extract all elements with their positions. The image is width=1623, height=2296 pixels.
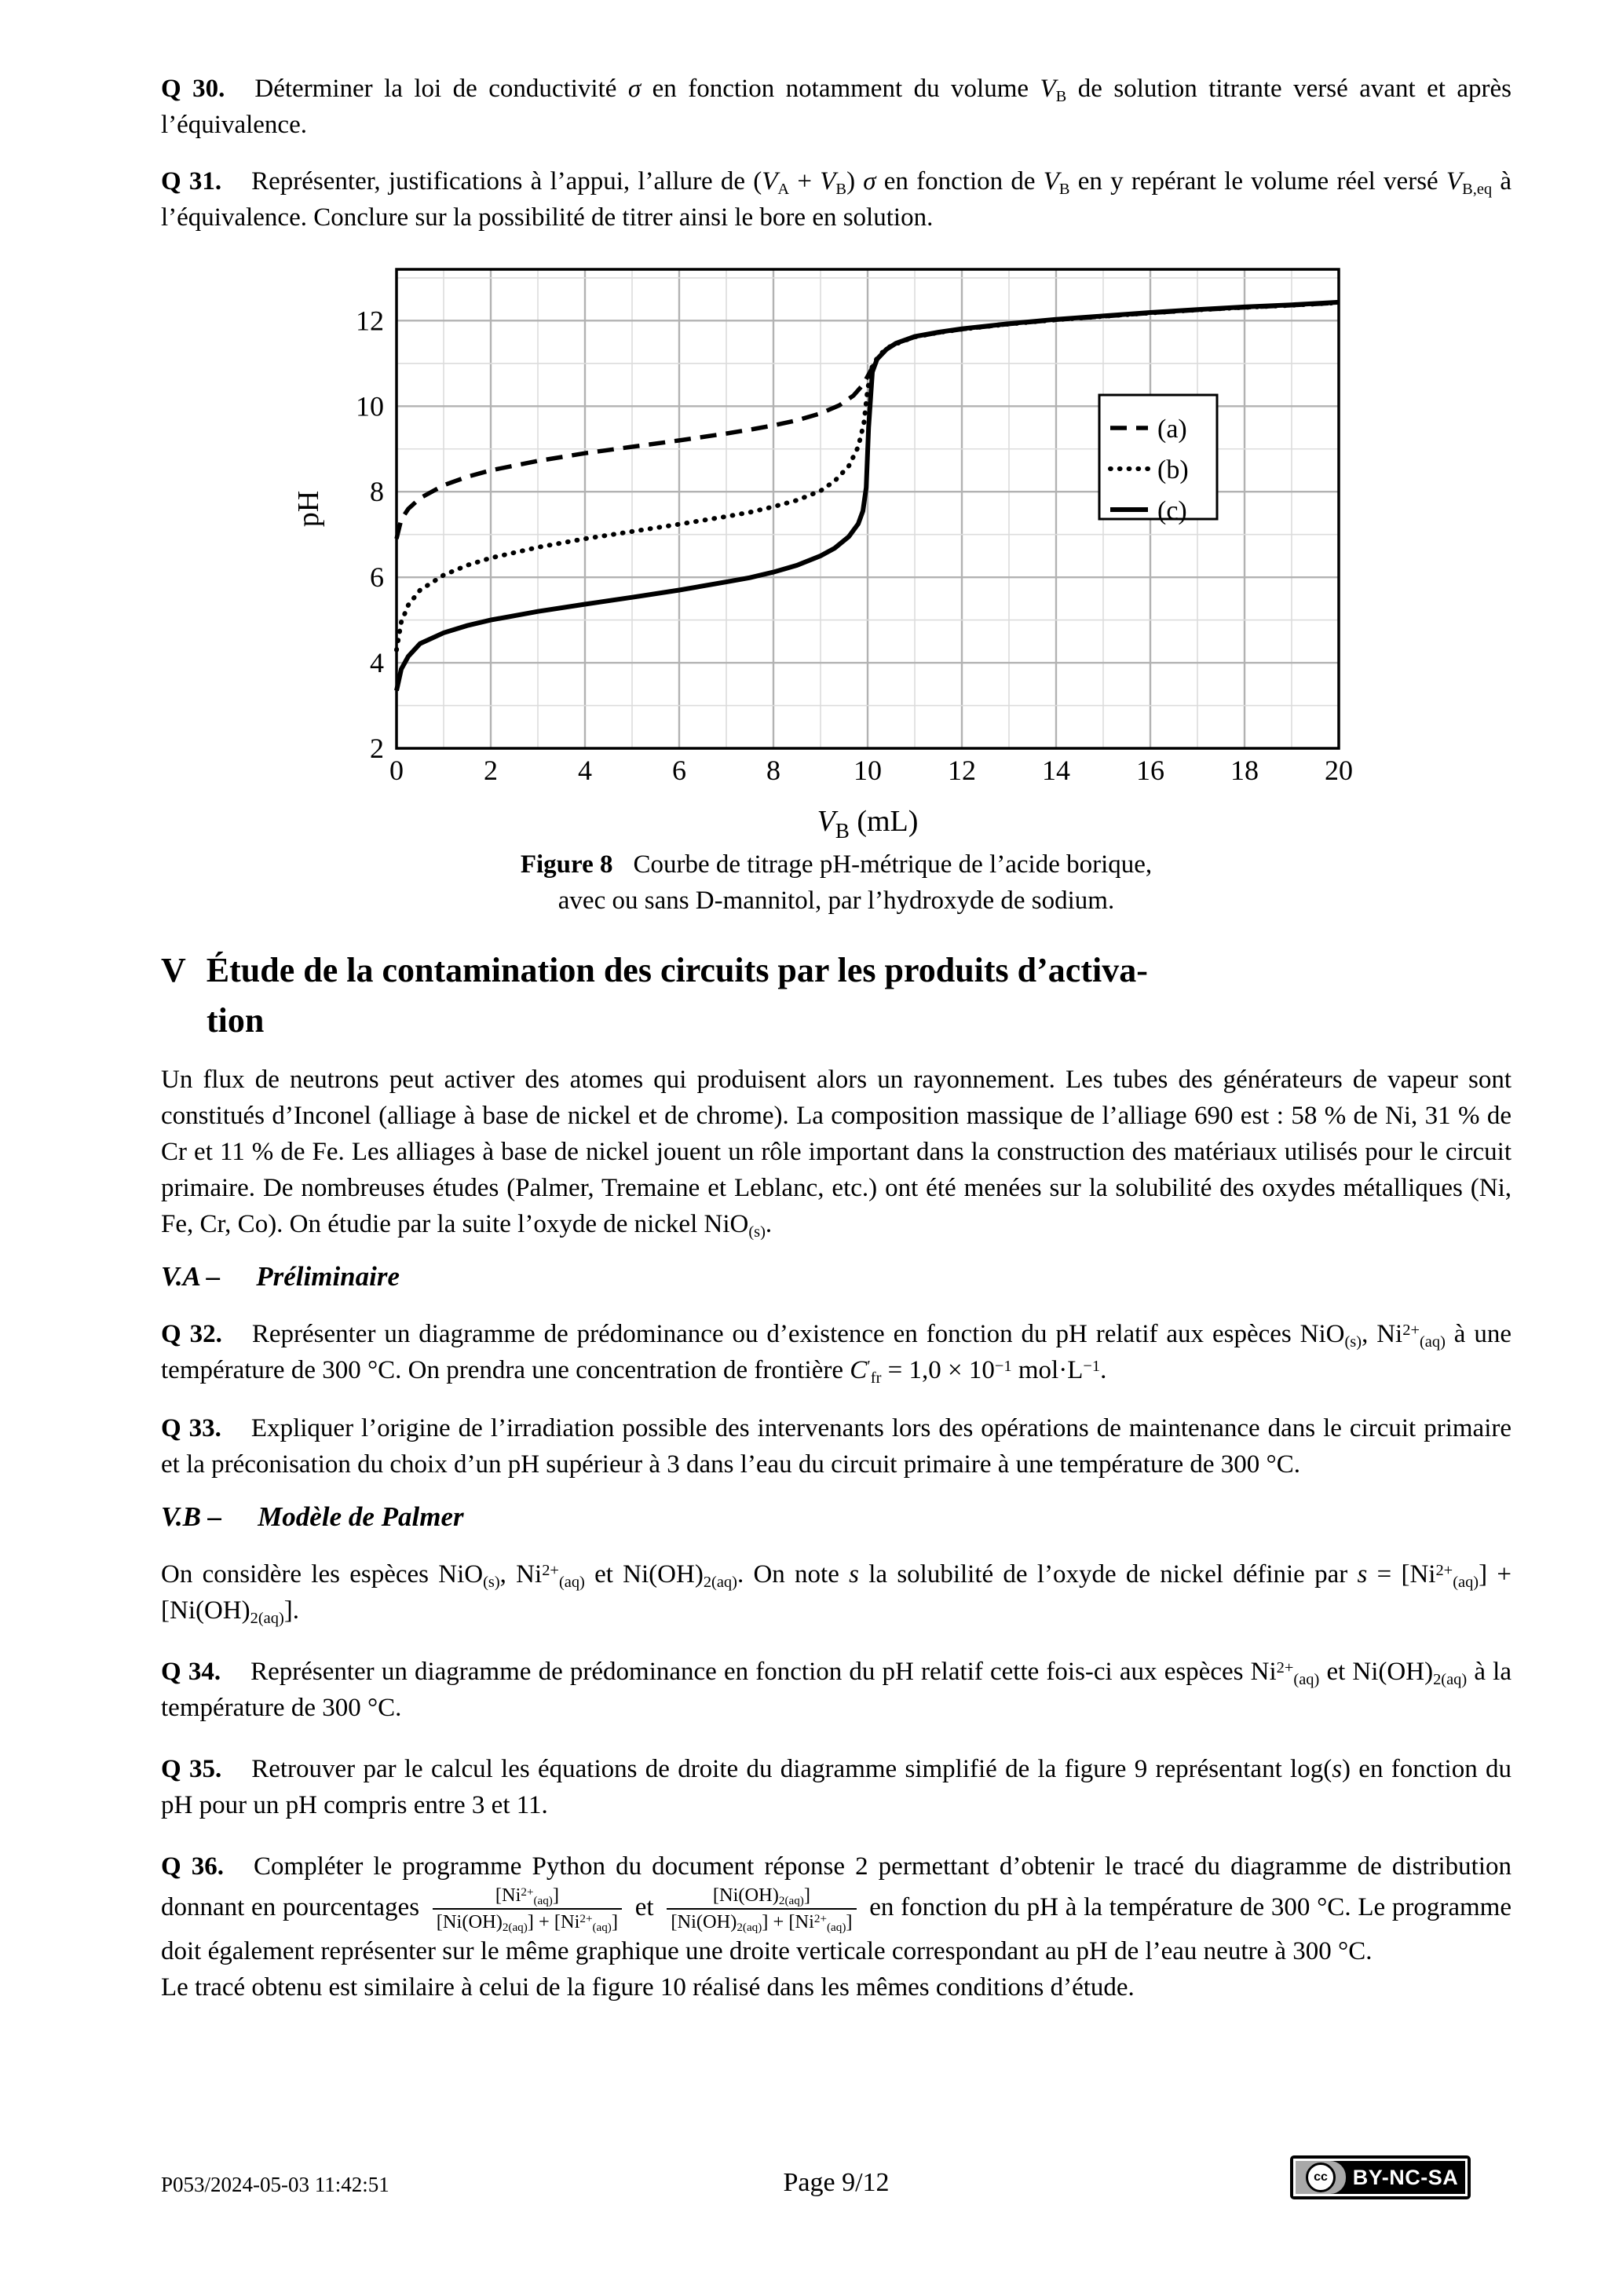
svg-text:14: 14: [1042, 755, 1070, 786]
question-32-text: Représenter un diagramme de prédominance ou d’existence en fonction du pH relatif aux espèces NiO$_{(s)}$, $Ni^{2+}_{(aq)}$ à une température de 300 °C. On prendra une concentration de frontière $C'_{fr} = 1,0 \times 10^{-1}$ $mol\cdot L^{-1}$.: [161, 1320, 1512, 1387]
svg-text:6: 6: [370, 561, 384, 594]
subsection-va-heading: [161, 1261, 1512, 1292]
svg-text:12: 12: [356, 305, 384, 337]
question-35-text: Retrouver par le calcul les équations de droite du diagramme simplifié de la figure 9 représentant log(s) en fonction du pH pour un pH compris entre 3 et 11.: [161, 1755, 1512, 1819]
question-33-text: Expliquer l’origine de l’irradiation possible des intervenants lors des opérations de maintenance dans le circuit primaire et la préconisation du choix d’un pH supérieur à 3 dans l’eau du circuit primaire à une température de 300 °C.: [161, 1414, 1512, 1479]
svg-text:4: 4: [578, 755, 592, 786]
figure-8: [263, 250, 1409, 919]
svg-text:2: 2: [370, 733, 384, 764]
svg-text:8: 8: [370, 476, 384, 508]
page-footer: [161, 2155, 1512, 2210]
palmer-paragraph: On considère les espèces NiO$_{(s)}$, $Ni^{2+}_{(aq)}$ et $Ni(OH)_{2(aq)}$. On note s la solubilité de l’oxyde de nickel définie par $s = [Ni^{2+}_{(aq)}] + [Ni(OH)_{2(aq)}]$.: [161, 1560, 1512, 1627]
question-31-text: Représenter, justifications à l’appui, l’allure de $(V_A + V_B)$ σ en fonction de $V_B$ en y repérant le volume réel versé $V_{B,eq}$ à l’équivalence. Conclure sur la possibilité de titrer ainsi le bore en solution.: [161, 167, 1512, 232]
question-32-label: Q 32.: [161, 1320, 222, 1348]
question-34-text: Représenter un diagramme de prédominance en fonction du pH relatif cette fois-ci aux espèces $Ni^{2+}_{(aq)}$ et $Ni(OH)_{2(aq)}$ à la température de 300 °C.: [161, 1658, 1512, 1722]
section-5-heading: [161, 945, 1512, 1046]
question-31: [161, 163, 1512, 236]
figure-8-caption-label: Figure 8: [520, 850, 613, 879]
question-30-label: Q 30.: [161, 75, 225, 103]
titration-chart-svg: [279, 250, 1394, 839]
question-35: [161, 1751, 1512, 1823]
question-36: [161, 1848, 1512, 1969]
section-5-title-line1: Étude de la contamination des circuits par les produits d’activa-: [206, 951, 1148, 989]
footer-page-number: Page 9/12: [783, 2168, 890, 2197]
section-5-title-line2: tion: [207, 1001, 265, 1040]
question-35-label: Q 35.: [161, 1755, 222, 1783]
question-33-label: Q 33.: [161, 1414, 221, 1442]
cc-logo: [1296, 2161, 1346, 2194]
intro-paragraph: Un flux de neutrons peut activer des atomes qui produisent alors un rayonnement. Les tubes des générateurs de vapeur sont constitués d’Inconel (alliage à base de nickel et de chrome). La composition massique de l’alliage 690 est : 58 % de Ni, 31 % de Cr et 11 % de Fe. Les alliages à base de nickel jouent un rôle important dans la construction des matériaux utilisés pour le circuit primaire. De nombreuses études (Palmer, Tremaine et Leblanc, etc.) ont été menées sur la solubilité des oxydes métalliques (Ni, Fe, Cr, Co). On étudie par la suite l’oxyde de nickel NiO$_{(s)}$.: [161, 1066, 1512, 1241]
question-32: [161, 1316, 1512, 1388]
subsection-va-title: Préliminaire: [256, 1261, 400, 1292]
figure-8-caption-line1: Courbe de titrage pH-métrique de l’acide borique,: [633, 850, 1153, 879]
svg-text:16: 16: [1136, 755, 1164, 786]
svg-text:10: 10: [356, 390, 384, 422]
svg-text:2: 2: [484, 755, 498, 786]
svg-text:20: 20: [1325, 755, 1353, 786]
svg-text:0: 0: [389, 755, 404, 786]
question-31-label: Q 31.: [161, 167, 222, 196]
subsection-vb-title: Modèle de Palmer: [258, 1501, 464, 1532]
svg-text:6: 6: [672, 755, 686, 786]
svg-text:8: 8: [766, 755, 780, 786]
svg-text:(b): (b): [1157, 455, 1189, 484]
license-badge: [1290, 2155, 1471, 2199]
question-34: [161, 1654, 1512, 1726]
figure-8-caption-line2: avec ou sans D-mannitol, par l’hydroxyde de sodium.: [557, 887, 1115, 915]
question-30: [161, 71, 1512, 143]
question-36-text: Compléter le programme Python du document réponse 2 permettant d’obtenir le tracé du diagramme de distribution donnant en pourcentages $\frac{[Ni^{2+}_{(aq)}]}{[Ni(OH)_{2(aq)}] + [Ni^{2+}_{(aq)}]}$ et $\frac{[Ni(OH)_{2(aq)}]}{[Ni(OH)_{2(aq)}] + [Ni^{2+}_{(aq)}]}$ en fonction du pH à la température de 300 °C. Le programme doit également représenter sur le même graphique une droite verticale correspondant au pH de l’eau neutre à 300 °C.: [161, 1852, 1512, 1966]
svg-text:12: 12: [948, 755, 976, 786]
svg-text:(a): (a): [1157, 415, 1187, 444]
footer-document-id: P053/2024-05-03 11:42:51: [161, 2173, 389, 2196]
subsection-vb-number: V.B –: [161, 1501, 222, 1532]
figure-8-caption: [263, 846, 1409, 919]
svg-text:4: 4: [370, 647, 384, 679]
svg-text:(c): (c): [1157, 496, 1187, 525]
question-36-label: Q 36.: [161, 1852, 225, 1881]
subsection-vb-heading: [161, 1501, 1512, 1533]
closing-paragraph: Le tracé obtenu est similaire à celui de la figure 10 réalisé dans les mêmes conditions d’étude.: [161, 1973, 1135, 2002]
question-34-label: Q 34.: [161, 1658, 221, 1686]
svg-text:18: 18: [1230, 755, 1259, 786]
svg-text:VB (mL): $V_B$ (mL): [817, 805, 919, 839]
subsection-va-number: V.A –: [161, 1261, 221, 1292]
section-5-number: V: [161, 951, 186, 989]
cc-circle-icon: cc: [1306, 2163, 1336, 2192]
svg-text:10: 10: [854, 755, 882, 786]
question-33: [161, 1410, 1512, 1483]
question-30-text: Déterminer la loi de conductivité σ en fonction notamment du volume $V_B$ de solution titrante versé avant et après l’équivalence.: [161, 75, 1512, 139]
license-label: BY-NC-SA: [1352, 2165, 1459, 2189]
svg-text:pH: pH: [292, 490, 325, 528]
page-content: [161, 0, 1512, 2029]
